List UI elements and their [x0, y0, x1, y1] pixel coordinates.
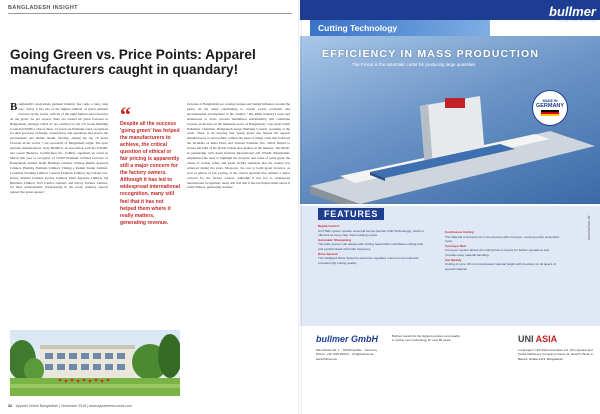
- column-1-text: angladesh's ready-made garment industry has come a long, long way. Today it has one of the highest number of green garment factories in the world, with all of the eight highest-rated factories on the globe. As per reports, there are around 66 green factories in Bangladesh, amongst which 47 are certified by the US Green Building Council (USGBC). Out of these, 13 seven are Platinum rated, recognised for their good-use of design, construction, and operations that protect the environment and human health. Notably, among the top 10 green factories in the world, 7 are reportedly of Bangladesh origin. The apex garment manufacturers' body BGMEA, in association with the USGBC and Green Business Certification Inc. (GBCI) organised an event in March this year to recognise 13 LEED Platinum certified factories of Bangladesh, namely Remi Holdings Limited, Vintage Denim Apparels Limited, Plummy Fashions Limited, Vinting e Denim Studio Limited, Colombia Washing Limited, Genesis Fashions Limited, SQ Celsius Ltd, Envoy Textiles Limited, Ecotex Limited, Fakir Apparels Limited, SQ Birichina Limited, SGS Fabrics Limited, and Envoy Textiles Limited, for their achievements. Participating in the event, industry experts opined that green apparel: [10, 102, 108, 195]
- quote-mark-icon: “: [120, 102, 131, 127]
- bullmer-logo: [506, 4, 596, 34]
- feature-text: The knife system can always with cutting head which contributes cutting ratio and synchronised with knife frequency.: [318, 242, 424, 251]
- advert-hero-subtitle: The Procut is the automatic cutter for producing large quantities: [352, 62, 476, 67]
- bullmer-description: Bullmer stands for the highest precision and quality in cutting room technology for over 80 years.: [392, 334, 460, 343]
- drop-cap: B: [10, 102, 18, 113]
- features-column-1: [318, 224, 428, 265]
- footer-text: Apparel Online Bangladesh | November 2018 | www.apparelresources.com: [15, 404, 132, 408]
- feature-item: [318, 252, 428, 266]
- article-column-1: [10, 102, 108, 328]
- advert-hero-title: EFFICIENCY IN MASS PRODUCTION: [322, 48, 540, 60]
- page-gutter: [298, 0, 302, 414]
- page-number: 32: [8, 404, 12, 408]
- article-column-3: factories of Bangladesh are creating unique and benign influence around the globe, all the while contributing to overall social, economic and environmental development of the country. "The RMG industry's steps and endeavours to strive towards maximised sustainability will contribute towards an investor in the industrial sector of Bangladesh," says Ayub Saimi Rahaman, Chairman, Bangladesh Green Building Council, speaking at the event. There is no denying that 'going green' has helped the apparel manufacturers to successfully combat the issue of image crisis that followed the incidents of Rana Plaza and Tazreen Fashions fire, which helped to restore the faith of the global brands and retailers in the industry. The MOU, in partnership with Asian Institute International and UNAR, Bangladesh, emphasised the need to highlight the progress and sense of pride given the extent of worker safety and green facility standards that the country has achieved during the years. Moreover, the cost to build green factories, as well as ethical or fair pricing, is the critical question that remains a major concern for the factory owners. Although it has led to widespread international recognition, many still feel that it has not helped them where it really matters, generating revenue.: [187, 102, 290, 190]
- uni-asia-logo-part-2: ASIA: [535, 334, 558, 344]
- feature-title: Drive System: [318, 251, 338, 256]
- advert-category-title: Cutting Technology: [318, 23, 398, 33]
- made-in-germany-badge: [532, 90, 568, 126]
- feature-title: Cut Quality: [445, 257, 462, 262]
- feature-text: Conveyor system allows the cutting belt to recycle for further operations and provides easy material handling.: [445, 248, 550, 257]
- feature-title: Automatic Sharpening: [318, 237, 352, 242]
- advert-category-bar: [310, 20, 490, 36]
- bullmer-gmbh-logo: bullmer GmbH: [316, 334, 379, 344]
- website-vertical: www.bullmer.de: [587, 215, 591, 240]
- badge-line-1: MADE IN: [542, 99, 558, 103]
- page-footer: [8, 404, 132, 408]
- feature-item: [318, 224, 428, 238]
- features-heading: FEATURES: [318, 208, 384, 220]
- feature-title: Continuous Cutting: [445, 230, 474, 234]
- feature-title: Digital Control: [318, 224, 340, 228]
- feature-item: [445, 230, 560, 244]
- german-flag-icon: [541, 110, 559, 116]
- feature-title: Conveyor Belt: [445, 243, 466, 248]
- brand-name: bullmer: [549, 4, 596, 19]
- pull-quote: Despite all the success 'going green' has helped the manufacturers to achieve, the critical question of ethical or fair pricing is apparently still a major concern for the factory owners. Although it has led to widespread international recognition, many still feel that it has not helped them where it really matters, generating revenue.: [120, 121, 181, 226]
- feature-text: The Material is fed and cut in one process with conveyor, covering entire production cycle.: [445, 234, 560, 244]
- local-agent-address: Local Agent: UNI ASIA Associates Ltd. (The Apparel and Textile Machinery Company) House 41, Road 5, Block C, Banani, Dhaka-1213, Bangladesh: [518, 348, 594, 361]
- advert-page: [300, 0, 600, 414]
- features-column-2: [445, 230, 560, 271]
- feature-text: Cutting of up to 45 mm compressed material height with precision on all layers of spread material.: [445, 262, 556, 271]
- uni-asia-logo: [518, 334, 557, 344]
- header-rule: [8, 13, 292, 14]
- green-factory-photo: [10, 330, 180, 396]
- advert-hero-image: [300, 36, 600, 204]
- bullmer-address: Max-Planck-Str. 1 · 72639 Neuffen · Germany · Phone: +49 7025 9000-0 · info@bullmer.de · www.bullmer.de: [316, 348, 379, 361]
- section-header: BANGLADESH INSIGHT: [8, 5, 78, 11]
- feature-text: CUTTER system speaks universal format (Gerber CAD Technology), which is effective at every step. Fast marking cycles.: [318, 228, 424, 238]
- uni-asia-logo-part-1: UNI: [518, 334, 534, 344]
- feature-text: The intelligent Drive System's electronic regulates current motor load and provides high cutting quality.: [318, 256, 419, 265]
- badge-line-2: GERMANY: [535, 103, 565, 109]
- feature-item: [445, 244, 560, 258]
- article-headline: Going Green vs. Price Points: Apparel manufacturers caught in quandary!: [10, 47, 256, 77]
- feature-item: [318, 238, 428, 252]
- brand-tagline: cutting room technology: [557, 19, 596, 23]
- feature-item: [445, 258, 560, 272]
